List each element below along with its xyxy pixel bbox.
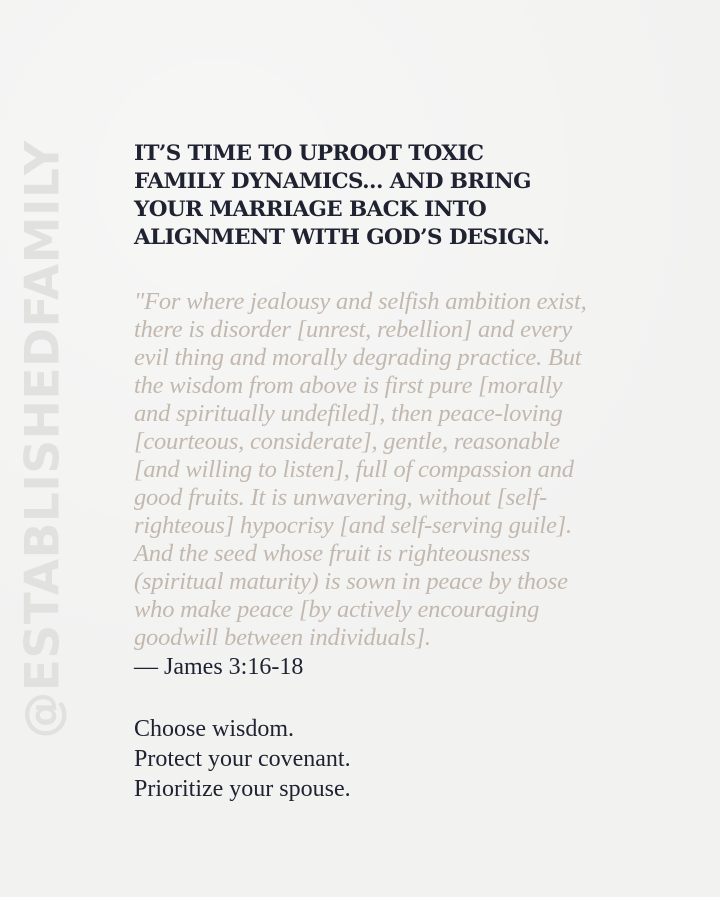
headline [134,140,654,252]
closing-line: Protect your covenant. [134,746,351,772]
quote-line: righteous] hypocrisy [and self-serving guile]. [134,512,572,539]
quote-line: the wisdom from above is first pure [morally [134,372,563,399]
quote-line: and spiritually undefiled], then peace-loving [134,400,563,427]
closing-line: Choose wisdom. [134,716,295,742]
headline-line: FAMILY DYNAMICS... AND BRING [134,169,531,194]
post-content [134,140,654,804]
closing-statements [134,714,654,804]
quote-line: good fruits. It is unwavering, without [self- [134,484,547,511]
headline-line: ALIGNMENT WITH GOD’S DESIGN. [134,225,550,250]
quote-line: who make peace [by actively encouraging [134,596,540,623]
quote-line: evil thing and morally degrading practice. But [134,344,582,371]
quote-line: (spiritual maturity) is sown in peace by those [134,568,568,595]
quote-line: [courteous, considerate], gentle, reasonable [134,428,560,455]
account-handle-text: @ESTABLISHEDFAMILY [15,139,71,739]
quote-line: And the seed whose fruit is righteousness [134,540,531,567]
quote-line: goodwill between individuals]. [134,624,431,651]
closing-line: Prioritize your spouse. [134,776,351,802]
scripture-quote [134,288,654,652]
scripture-reference: — James 3:16-18 [134,654,304,680]
quote-line: [and willing to listen], full of compassion and [134,456,574,483]
account-handle-watermark [14,94,72,784]
quote-line: "For where jealousy and selfish ambition exist, [134,288,587,315]
headline-line: IT’S TIME TO UPROOT TOXIC [134,141,484,166]
headline-line: YOUR MARRIAGE BACK INTO [134,197,487,222]
quote-line: there is disorder [unrest, rebellion] and every [134,316,573,343]
